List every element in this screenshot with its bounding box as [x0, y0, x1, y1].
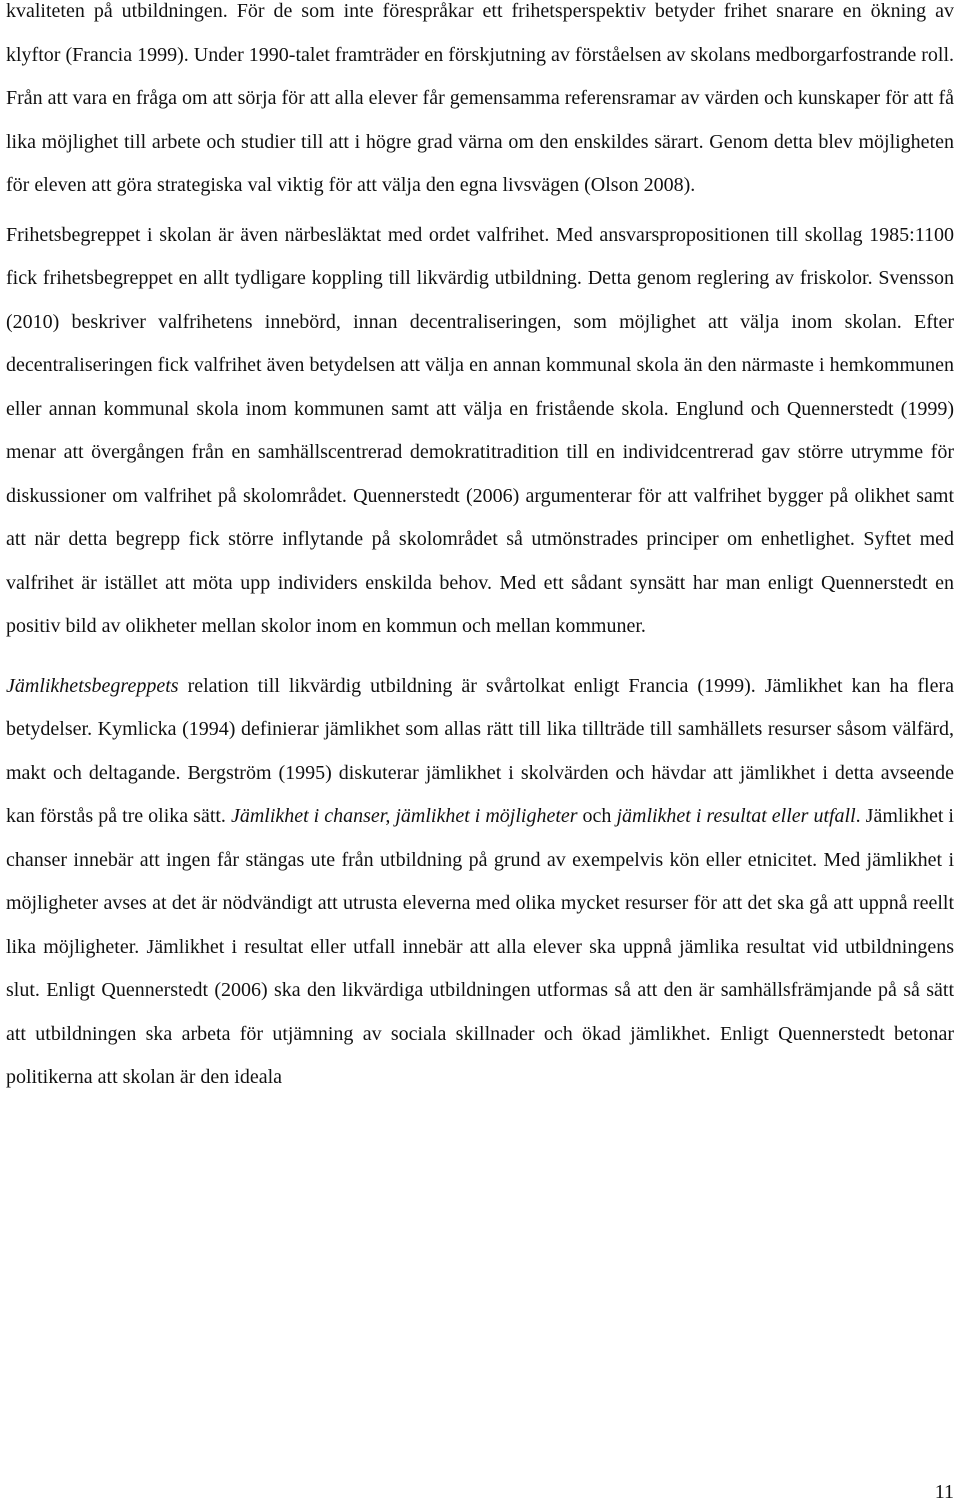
paragraph-3-text-a: relation till likvärdig utbildning är svårtolkat enligt Francia (1999). Jämlikhet kan ha flera betydelser. Kymlicka (1994) definierar jämlikhet som allas rätt till lika tillträde till samhällets resurser såsom välfärd, makt och deltagande. Bergström (1995) diskuterar jämlikhet i skolvärden och hävdar att jämlikhet i detta avseende kan förstås på tre olika sätt. — [6, 674, 954, 827]
term-jamlikhetsbegreppets: Jämlikhetsbegreppets — [6, 674, 179, 697]
paragraph-2: Frihetsbegreppet i skolan är även närbesläktat med ordet valfrihet. Med ansvarspropositionen till skollag 1985:1100 fick frihetsbegreppet en allt tydligare koppling till likvärdig utbildning. Detta genom reglering av friskolor. Svensson (2010) beskriver valfrihetens innebörd, innan decentraliseringen, som möjlighet att välja inom skolan. Efter decentraliseringen fick valfrihet även betydelsen att välja en annan kommunal skola än den närmaste i hemkommunen eller annan kommunal skola inom kommunen samt att välja en fristående skola. Englund och Quennerstedt (1999) menar att övergången från en samhällscentrerad demokratitradition till en individcentrerad gav större utrymme för diskussioner om valfrihet på skolområdet. Quennerstedt (2006) argumenterar för att valfrihet bygger på olikhet samt att när detta begrepp fick större inflytande på skolområdet så utmönstrades principer om enhetlighet. Syftet med valfrihet är istället att möta upp individers enskilda behov. Med ett sådant synsätt har man enligt Quennerstedt en positiv bild av olikheter mellan skolor inom en kommun och mellan kommuner. — [6, 223, 954, 637]
paragraph-3-text-c: . Jämlikhet i chanser innebär att ingen får stängas ute från utbildning på grund av exempelvis kön eller etnicitet. Med jämlikhet i möjligheter avses at det är nödvändigt att utrusta eleverna med olika mycket resurser för att det ska gå att uppnå reellt lika möjligheter. Jämlikhet i resultat eller utfall innebär att alla elever ska uppnå jämlika resultat vid utbildningens slut. Enligt Quennerstedt (2006) ska den likvärdiga utbildningen utformas så att den är samhällsfrämjande på så sätt att utbildningen ska arbeta för utjämning av sociala skillnader och ökad jämlikhet. Enligt Quennerstedt betonar politikerna att skolan är den ideala — [6, 805, 954, 1088]
paragraph-1: kvaliteten på utbildningen. För de som inte förespråkar ett frihetsperspektiv betyder frihet snarare en ökning av klyftor (Francia 1999). Under 1990-talet framträder en förskjutning av förståelsen av skolans medborgarfostrande roll. Från att vara en fråga om att sörja för att alla elever får gemensamma referensramar av värden och kunskaper för att få lika möjlighet till arbete och studier till att i högre grad värna om den enskildes särart. Genom detta blev möjligheten för eleven att göra strategiska val viktig för att välja den egna livsvägen (Olson 2008). — [6, 0, 954, 196]
document-page — [6, 0, 954, 1100]
term-jamlikhet-resultat: jämlikhet i resultat eller utfall — [616, 805, 856, 827]
paragraph-3 — [6, 665, 954, 1100]
page-number: 11 — [934, 1481, 954, 1503]
term-jamlikhet-chanser-mojligheter: Jämlikhet i chanser, jämlikhet i möjligheter — [230, 805, 578, 827]
paragraph-3-text-b: och — [577, 805, 617, 827]
